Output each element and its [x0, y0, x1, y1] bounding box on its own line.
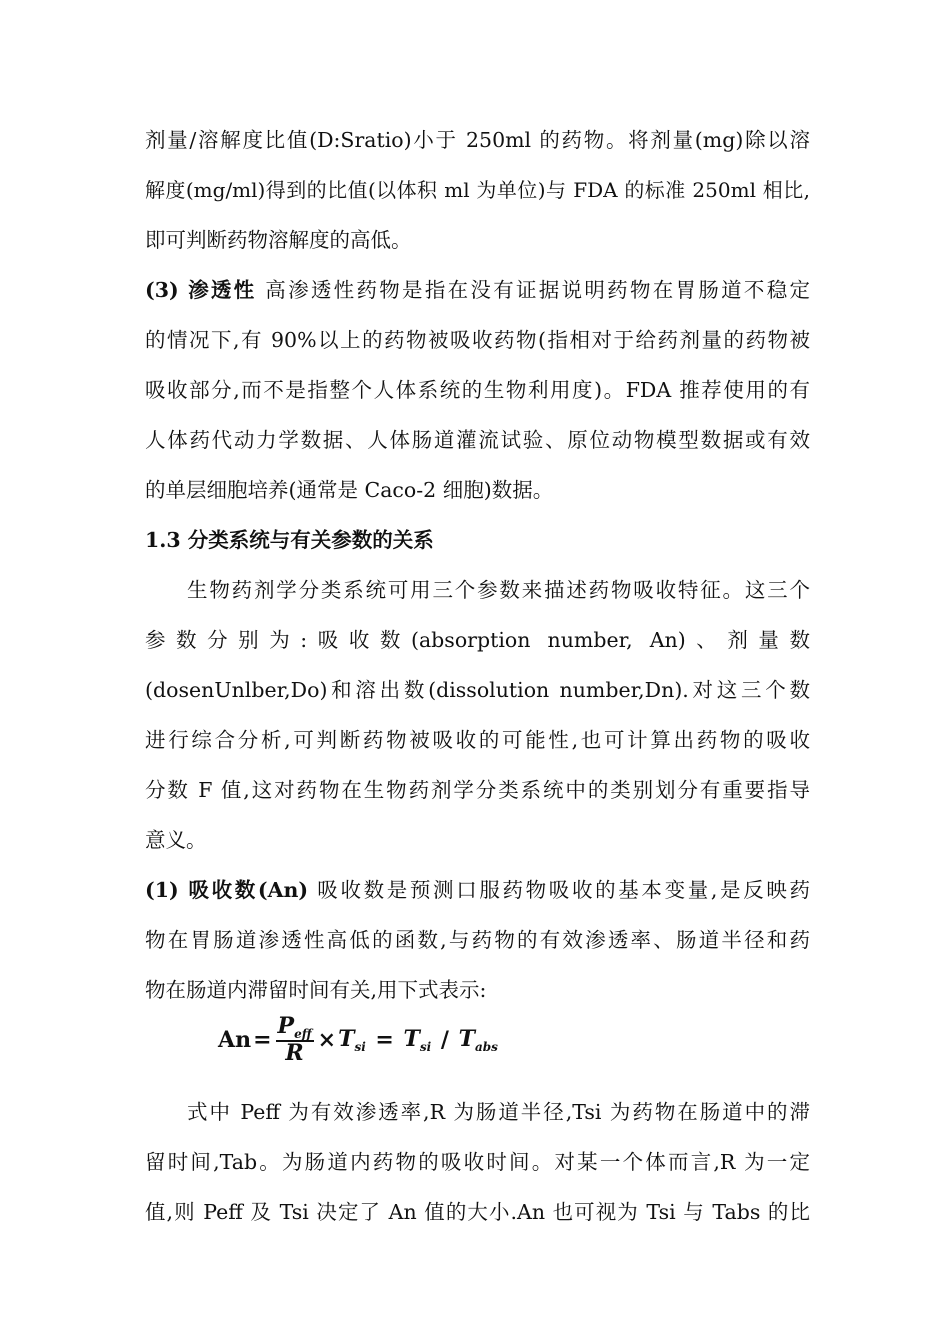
paragraph-line: 的单层细胞培养(通常是 Caco-2 细胞)数据。	[145, 478, 554, 502]
paragraph-text: 吸收数是预测口服药物吸收的基本变量,是反映药	[317, 878, 810, 902]
formula-equals: =	[253, 1027, 272, 1053]
paragraph-line: 值,则 Peff 及 Tsi 决定了 An 值的大小.An 也可视为 Tsi 与 Tabs 的比	[145, 1200, 810, 1224]
permeability-label: (3) 渗透性	[145, 278, 257, 302]
paragraph-line: 分数 F 值,这对药物在生物药剂学分类系统中的类别划分有重要指导	[145, 778, 810, 802]
formula-equals: =	[367, 1027, 402, 1053]
absorption-number-line	[145, 880, 810, 901]
paragraph-line: 生物药剂学分类系统可用三个参数来描述药物吸收特征。这三个	[187, 578, 810, 602]
paragraph-line: 解度(mg/ml)得到的比值(以体积 ml 为单位)与 FDA 的标准 250ml 相比,	[145, 178, 810, 202]
paragraph-line: 剂量/溶解度比值(D:Sratio)小于 250ml 的药物。将剂量(mg)除以溶	[145, 128, 810, 152]
paragraph-text: 高渗透性药物是指在没有证据说明药物在胃肠道不稳定	[265, 278, 810, 302]
formula-times: ×	[317, 1027, 337, 1053]
paragraph-line: 吸收部分,而不是指整个人体系统的生物利用度)。FDA 推荐使用的有	[145, 378, 810, 402]
formula-numerator: $P_{eff}$	[277, 1012, 312, 1041]
paragraph-line: 人体药代动力学数据、人体肠道灌流试验、原位动物模型数据或有效	[145, 428, 810, 452]
paragraph-line: 参数分别为:吸收数(absorption number, An)、剂量数	[145, 628, 810, 652]
formula-term: $T_{abs}$	[458, 1026, 498, 1054]
paragraph-line: 式中 Peff 为有效渗透率,R 为肠道半径,Tsi 为药物在肠道中的滞	[187, 1100, 810, 1124]
paragraph-line: 留时间,Tab。为肠道内药物的吸收时间。对某一个体而言,R 为一定	[145, 1150, 810, 1174]
paragraph-line: 的情况下,有 90%以上的药物被吸收药物(指相对于给药剂量的药物被	[145, 328, 810, 352]
paragraph-line: 即可判断药物溶解度的高低。	[145, 228, 412, 252]
formula-lhs: An	[218, 1027, 252, 1053]
absorption-number-formula	[218, 1012, 498, 1068]
absorption-number-label: (1) 吸收数(An)	[145, 878, 309, 902]
paragraph-line: 进行综合分析,可判断药物被吸收的可能性,也可计算出药物的吸收	[145, 728, 810, 752]
formula-term: $T_{si}$	[338, 1026, 366, 1054]
section-heading: 1.3 分类系统与有关参数的关系	[145, 528, 434, 552]
formula-denominator: R	[285, 1040, 304, 1067]
paragraph-line: (dosenUnlber,Do)和溶出数(dissolution number,Dn).对这三个数	[145, 678, 810, 702]
paragraph-line: 意义。	[145, 828, 207, 852]
formula-term: $T_{si}$	[403, 1026, 432, 1054]
formula-slash: /	[433, 1027, 457, 1053]
permeability-line	[145, 280, 810, 301]
paragraph-line: 物在肠道内滞留时间有关,用下式表示:	[145, 978, 487, 1002]
formula-fraction	[276, 1012, 314, 1067]
paragraph-line: 物在胃肠道渗透性高低的函数,与药物的有效渗透率、肠道半径和药	[145, 928, 810, 952]
